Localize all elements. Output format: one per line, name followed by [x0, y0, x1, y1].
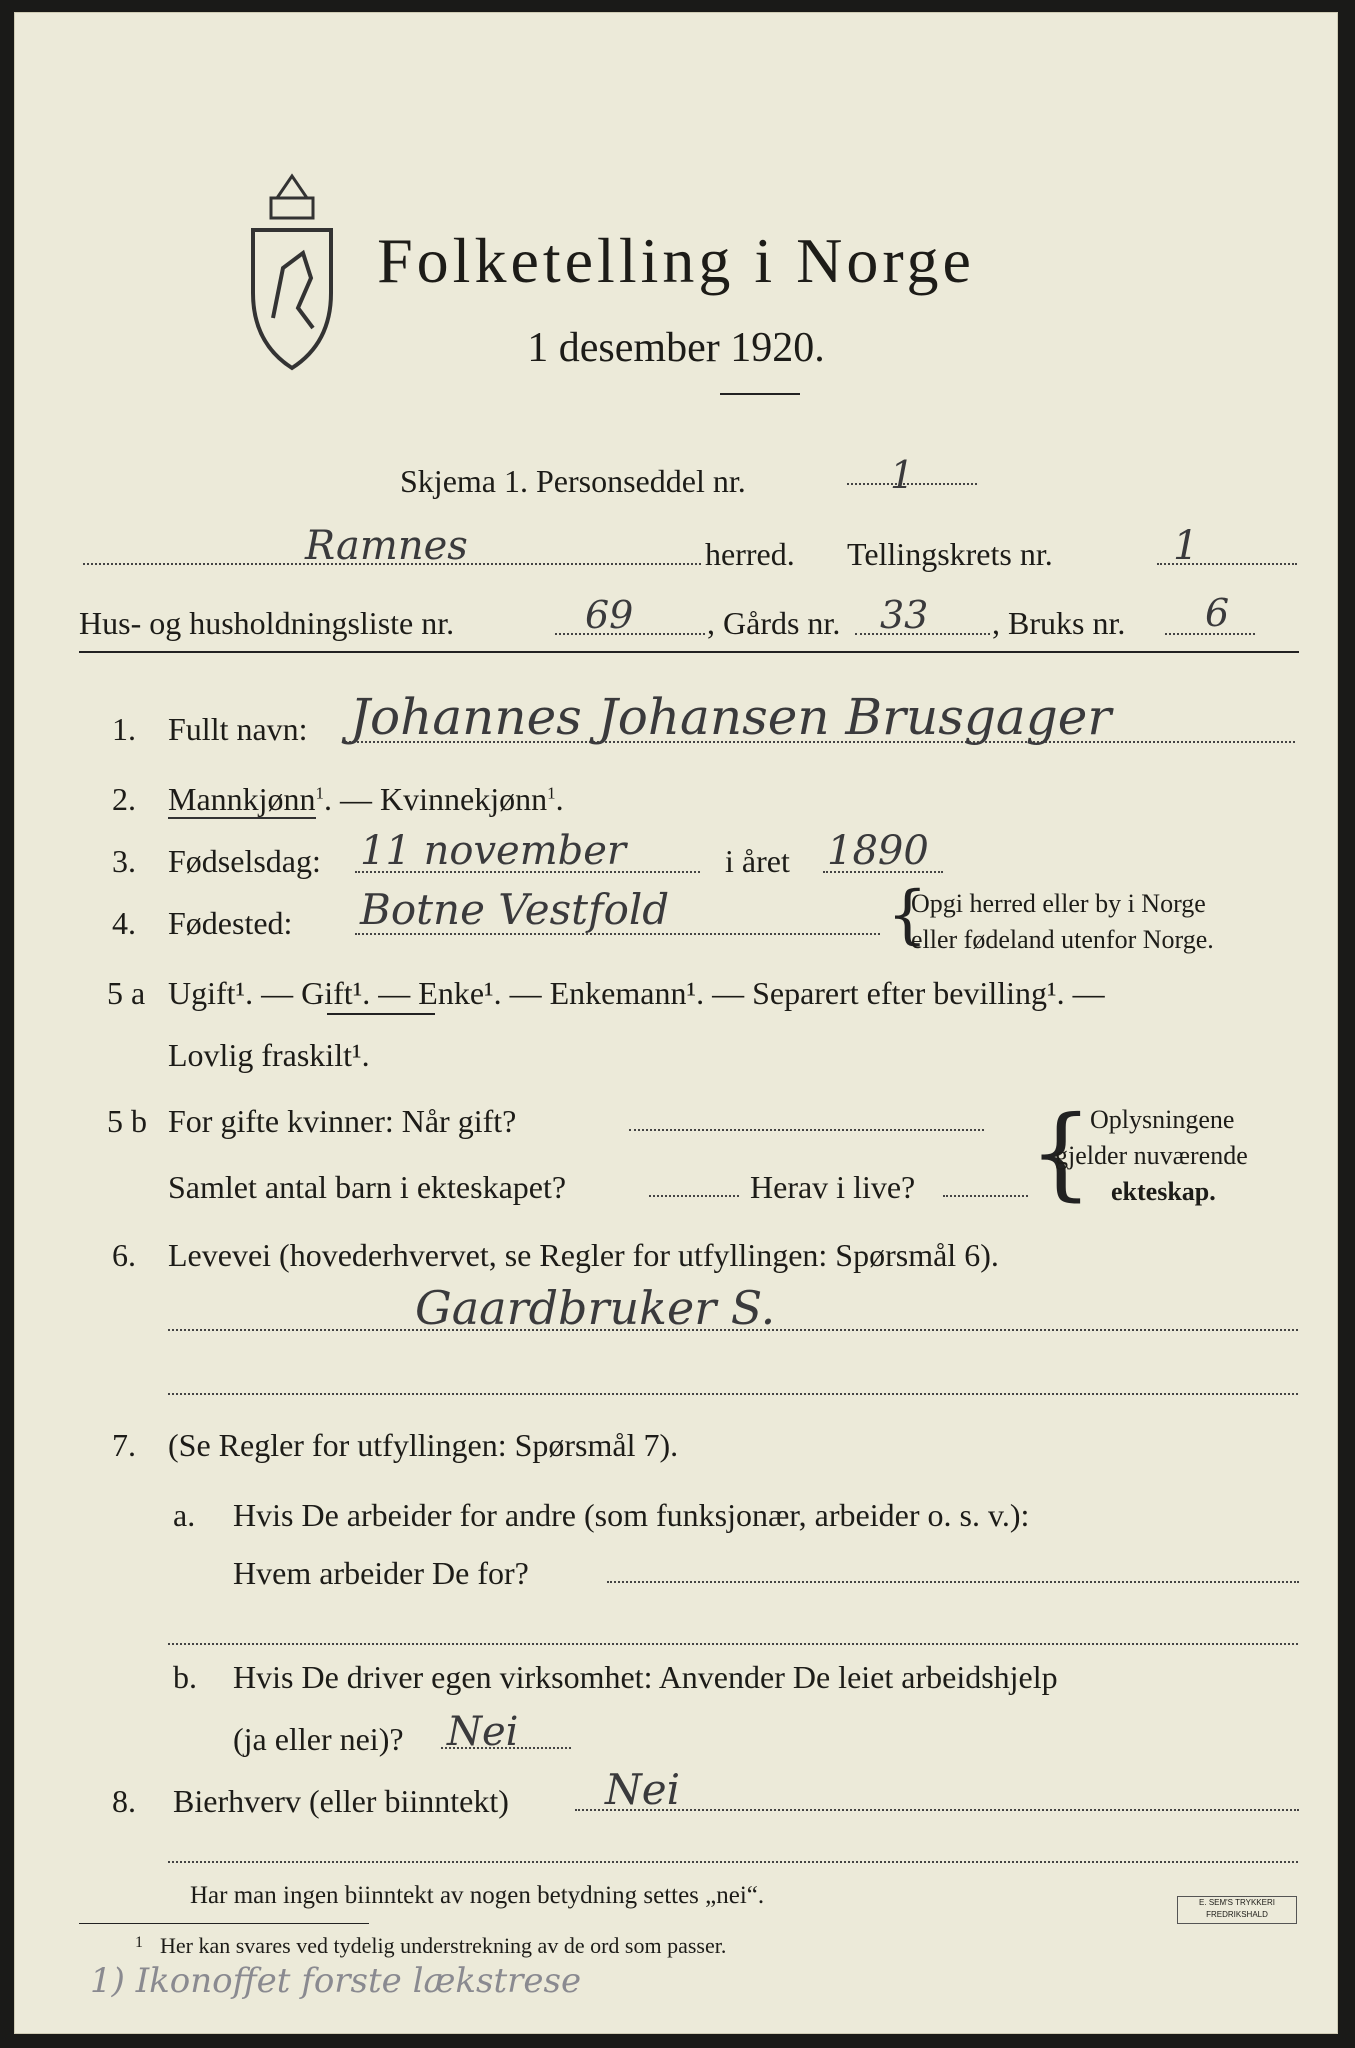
- q5b-when-line: [629, 1129, 984, 1131]
- printer-stamp: E. SEM'S TRYKKERI FREDRIKSHALD: [1177, 1896, 1297, 1924]
- header-rule: [79, 651, 1299, 653]
- q8-line: [575, 1809, 1299, 1811]
- q4-brace: {: [887, 878, 928, 952]
- q7b-label-2: (ja eller nei)?: [233, 1721, 404, 1757]
- q6-line1: [168, 1329, 1298, 1331]
- q3-label: Fødselsdag:: [168, 843, 321, 879]
- q2-number: 2.: [112, 781, 136, 817]
- husliste-value: 69: [585, 593, 634, 637]
- q2-male: Mannkjønn: [168, 781, 316, 817]
- q5a-options: Ugift¹. — Gift¹. — Enke¹. — Enkemann¹. — Separert efter bevilling¹. —: [168, 975, 1105, 1011]
- form-date: 1 desember 1920.: [527, 325, 825, 371]
- divider: [720, 393, 800, 395]
- herred-value: Ramnes: [305, 523, 468, 569]
- schema-label: Skjema 1. Personseddel nr.: [400, 463, 746, 499]
- q3-value: 11 november: [360, 828, 627, 874]
- q7-number: 7.: [112, 1427, 136, 1463]
- q5b-alive: Herav i live?: [750, 1169, 916, 1205]
- q4-value: Botne Vestfold: [360, 885, 670, 934]
- husliste-label: Hus- og husholdningsliste nr.: [79, 605, 455, 641]
- gards-value: 33: [880, 593, 929, 637]
- q5a-gift-underline: [327, 1013, 435, 1015]
- q3-number: 3.: [112, 843, 136, 879]
- margin-note: 1) Ikonoffet forste lækstrese: [90, 1961, 582, 2001]
- gards-label: , Gårds nr.: [707, 605, 841, 641]
- q4-note-line2: eller fødeland utenfor Norge.: [911, 925, 1214, 954]
- bruks-value: 6: [1205, 591, 1230, 635]
- footer-note: Har man ingen biinntekt av nogen betydning settes „nei“.: [190, 1882, 765, 1909]
- q2-female: Kvinnekjønn: [380, 781, 548, 817]
- form-title: Folketelling i Norge: [377, 225, 975, 296]
- q2-options: Mannkjønn$^1$. — Kvinnekjønn$^1$.: [168, 781, 564, 817]
- tellingskrets-label: Tellingskrets nr.: [847, 536, 1053, 572]
- q7b-value: Nei: [447, 1709, 519, 1755]
- q5a-options-2: Lovlig fraskilt¹.: [168, 1037, 370, 1073]
- q1-value: Johannes Johansen Brusgager: [350, 688, 1112, 746]
- q7b-label: Hvis De driver egen virksomhet: Anvender De leiet arbeidshjelp: [233, 1659, 1058, 1695]
- q5b-brace: {: [1029, 1094, 1093, 1211]
- q5b-note-line3: ekteskap.: [1111, 1177, 1216, 1206]
- herred-label: herred.: [705, 536, 795, 572]
- q6-label: Levevei (hovederhvervet, se Regler for utfyllingen: Spørsmål 6).: [168, 1237, 999, 1273]
- q3-year-value: 1890: [827, 828, 929, 874]
- q5b-number: 5 b: [107, 1103, 147, 1139]
- personseddel-value: 1: [890, 453, 915, 497]
- q6-number: 6.: [112, 1237, 136, 1273]
- q6-value: Gaardbruker S.: [415, 1281, 776, 1335]
- q7a-line2: [168, 1643, 1298, 1645]
- q7a-label: Hvis De arbeider for andre (som funksjonær, arbeider o. s. v.):: [233, 1497, 1030, 1533]
- q5b-children: Samlet antal barn i ekteskapet?: [168, 1169, 567, 1205]
- q4-label: Fødested:: [168, 905, 293, 941]
- q3-year-label: i året: [725, 843, 790, 879]
- q7-label: (Se Regler for utfyllingen: Spørsmål 7).: [168, 1427, 679, 1463]
- footnote-mark: 1: [135, 1934, 143, 1951]
- q1-label: Fullt navn:: [168, 711, 308, 747]
- q4-note-line1: Opgi herred eller by i Norge: [911, 889, 1206, 918]
- q5b-note-line1: Oplysningene: [1090, 1105, 1235, 1134]
- q8-line2: [168, 1861, 1298, 1863]
- q6-line2: [168, 1393, 1298, 1395]
- q7a-line: [607, 1581, 1299, 1583]
- q5b-note-line2: gjelder nuværende: [1055, 1141, 1248, 1170]
- q5b-when-married: For gifte kvinner: Når gift?: [168, 1103, 517, 1139]
- q5b-alive-line: [943, 1195, 1028, 1197]
- tellingskrets-value: 1: [1173, 523, 1199, 569]
- q7b-number: b.: [173, 1659, 197, 1695]
- q4-number: 4.: [112, 905, 136, 941]
- q8-label: Bierhverv (eller biinntekt): [173, 1783, 509, 1819]
- bruks-label: , Bruks nr.: [992, 605, 1126, 641]
- q8-value: Nei: [605, 1765, 681, 1814]
- footnote-text: Her kan svares ved tydelig understrekning av de ord som passer.: [160, 1933, 727, 1958]
- q7a-label-2: Hvem arbeider De for?: [233, 1555, 529, 1591]
- q1-number: 1.: [112, 711, 136, 747]
- footnote-rule: [79, 1923, 369, 1924]
- q7a-number: a.: [173, 1497, 196, 1533]
- census-form: [14, 12, 1338, 2034]
- q5b-children-line: [649, 1195, 739, 1197]
- q5a-number: 5 a: [107, 975, 146, 1011]
- q8-number: 8.: [112, 1783, 136, 1819]
